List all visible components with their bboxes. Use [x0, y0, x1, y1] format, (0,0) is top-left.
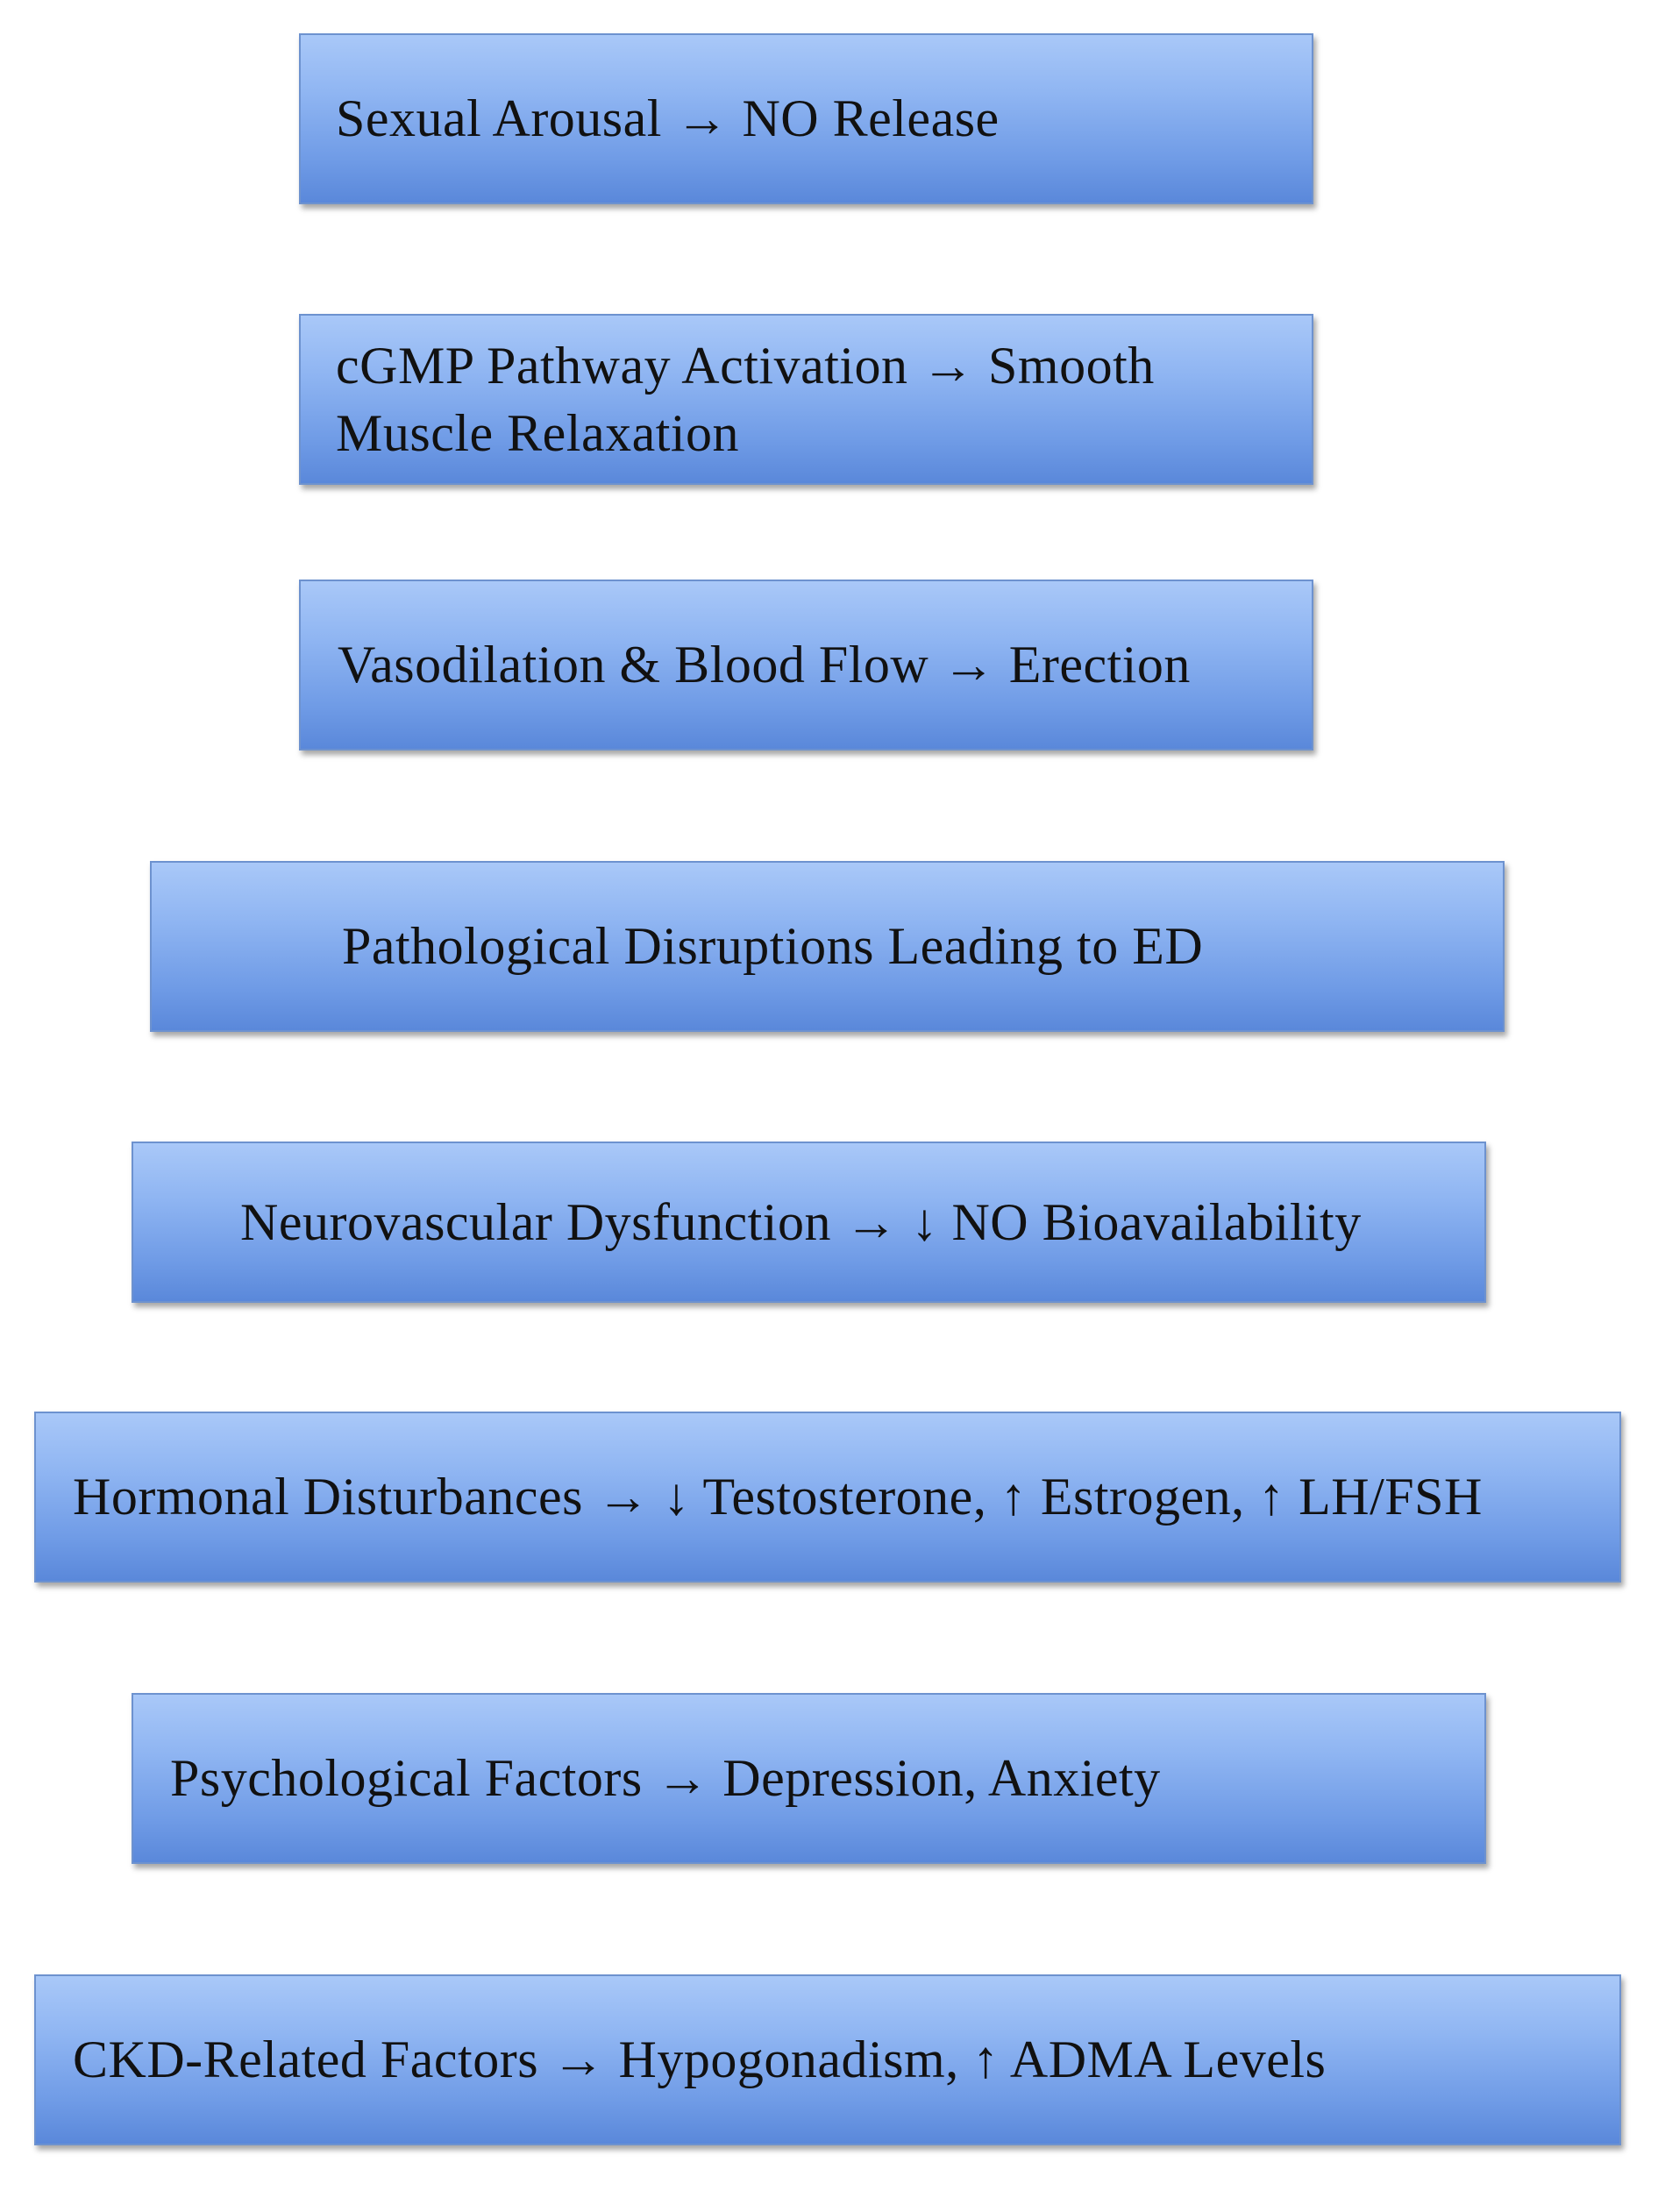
box-label: Neurovascular Dysfunction → ↓ NO Bioavailability	[240, 1192, 1362, 1251]
box-label: Hormonal Disturbances → ↓ Testosterone, ↑ Estrogen, ↑ LH/FSH	[73, 1468, 1483, 1526]
box-label: Vasodilation & Blood Flow → Erection	[338, 636, 1191, 694]
box-ckd-related-factors	[34, 1974, 1621, 2145]
box-psychological-factors	[132, 1693, 1486, 1864]
box-label: Psychological Factors → Depression, Anxiety	[170, 1749, 1161, 1808]
box-label: Pathological Disruptions Leading to ED	[342, 917, 1204, 976]
box-label: Sexual Arousal → NO Release	[336, 89, 1000, 148]
box-sexual-arousal	[299, 33, 1313, 204]
box-cgmp-pathway	[299, 314, 1313, 485]
box-hormonal-disturbances	[34, 1412, 1621, 1583]
box-pathological-disruptions	[150, 861, 1505, 1032]
box-label: CKD-Related Factors → Hypogonadism, ↑ ADMA Levels	[73, 2031, 1327, 2089]
box-neurovascular-dysfunction	[132, 1142, 1486, 1303]
box-vasodilation	[299, 580, 1313, 750]
box-label: cGMP Pathway Activation → Smooth Muscle Relaxation	[336, 336, 1155, 462]
